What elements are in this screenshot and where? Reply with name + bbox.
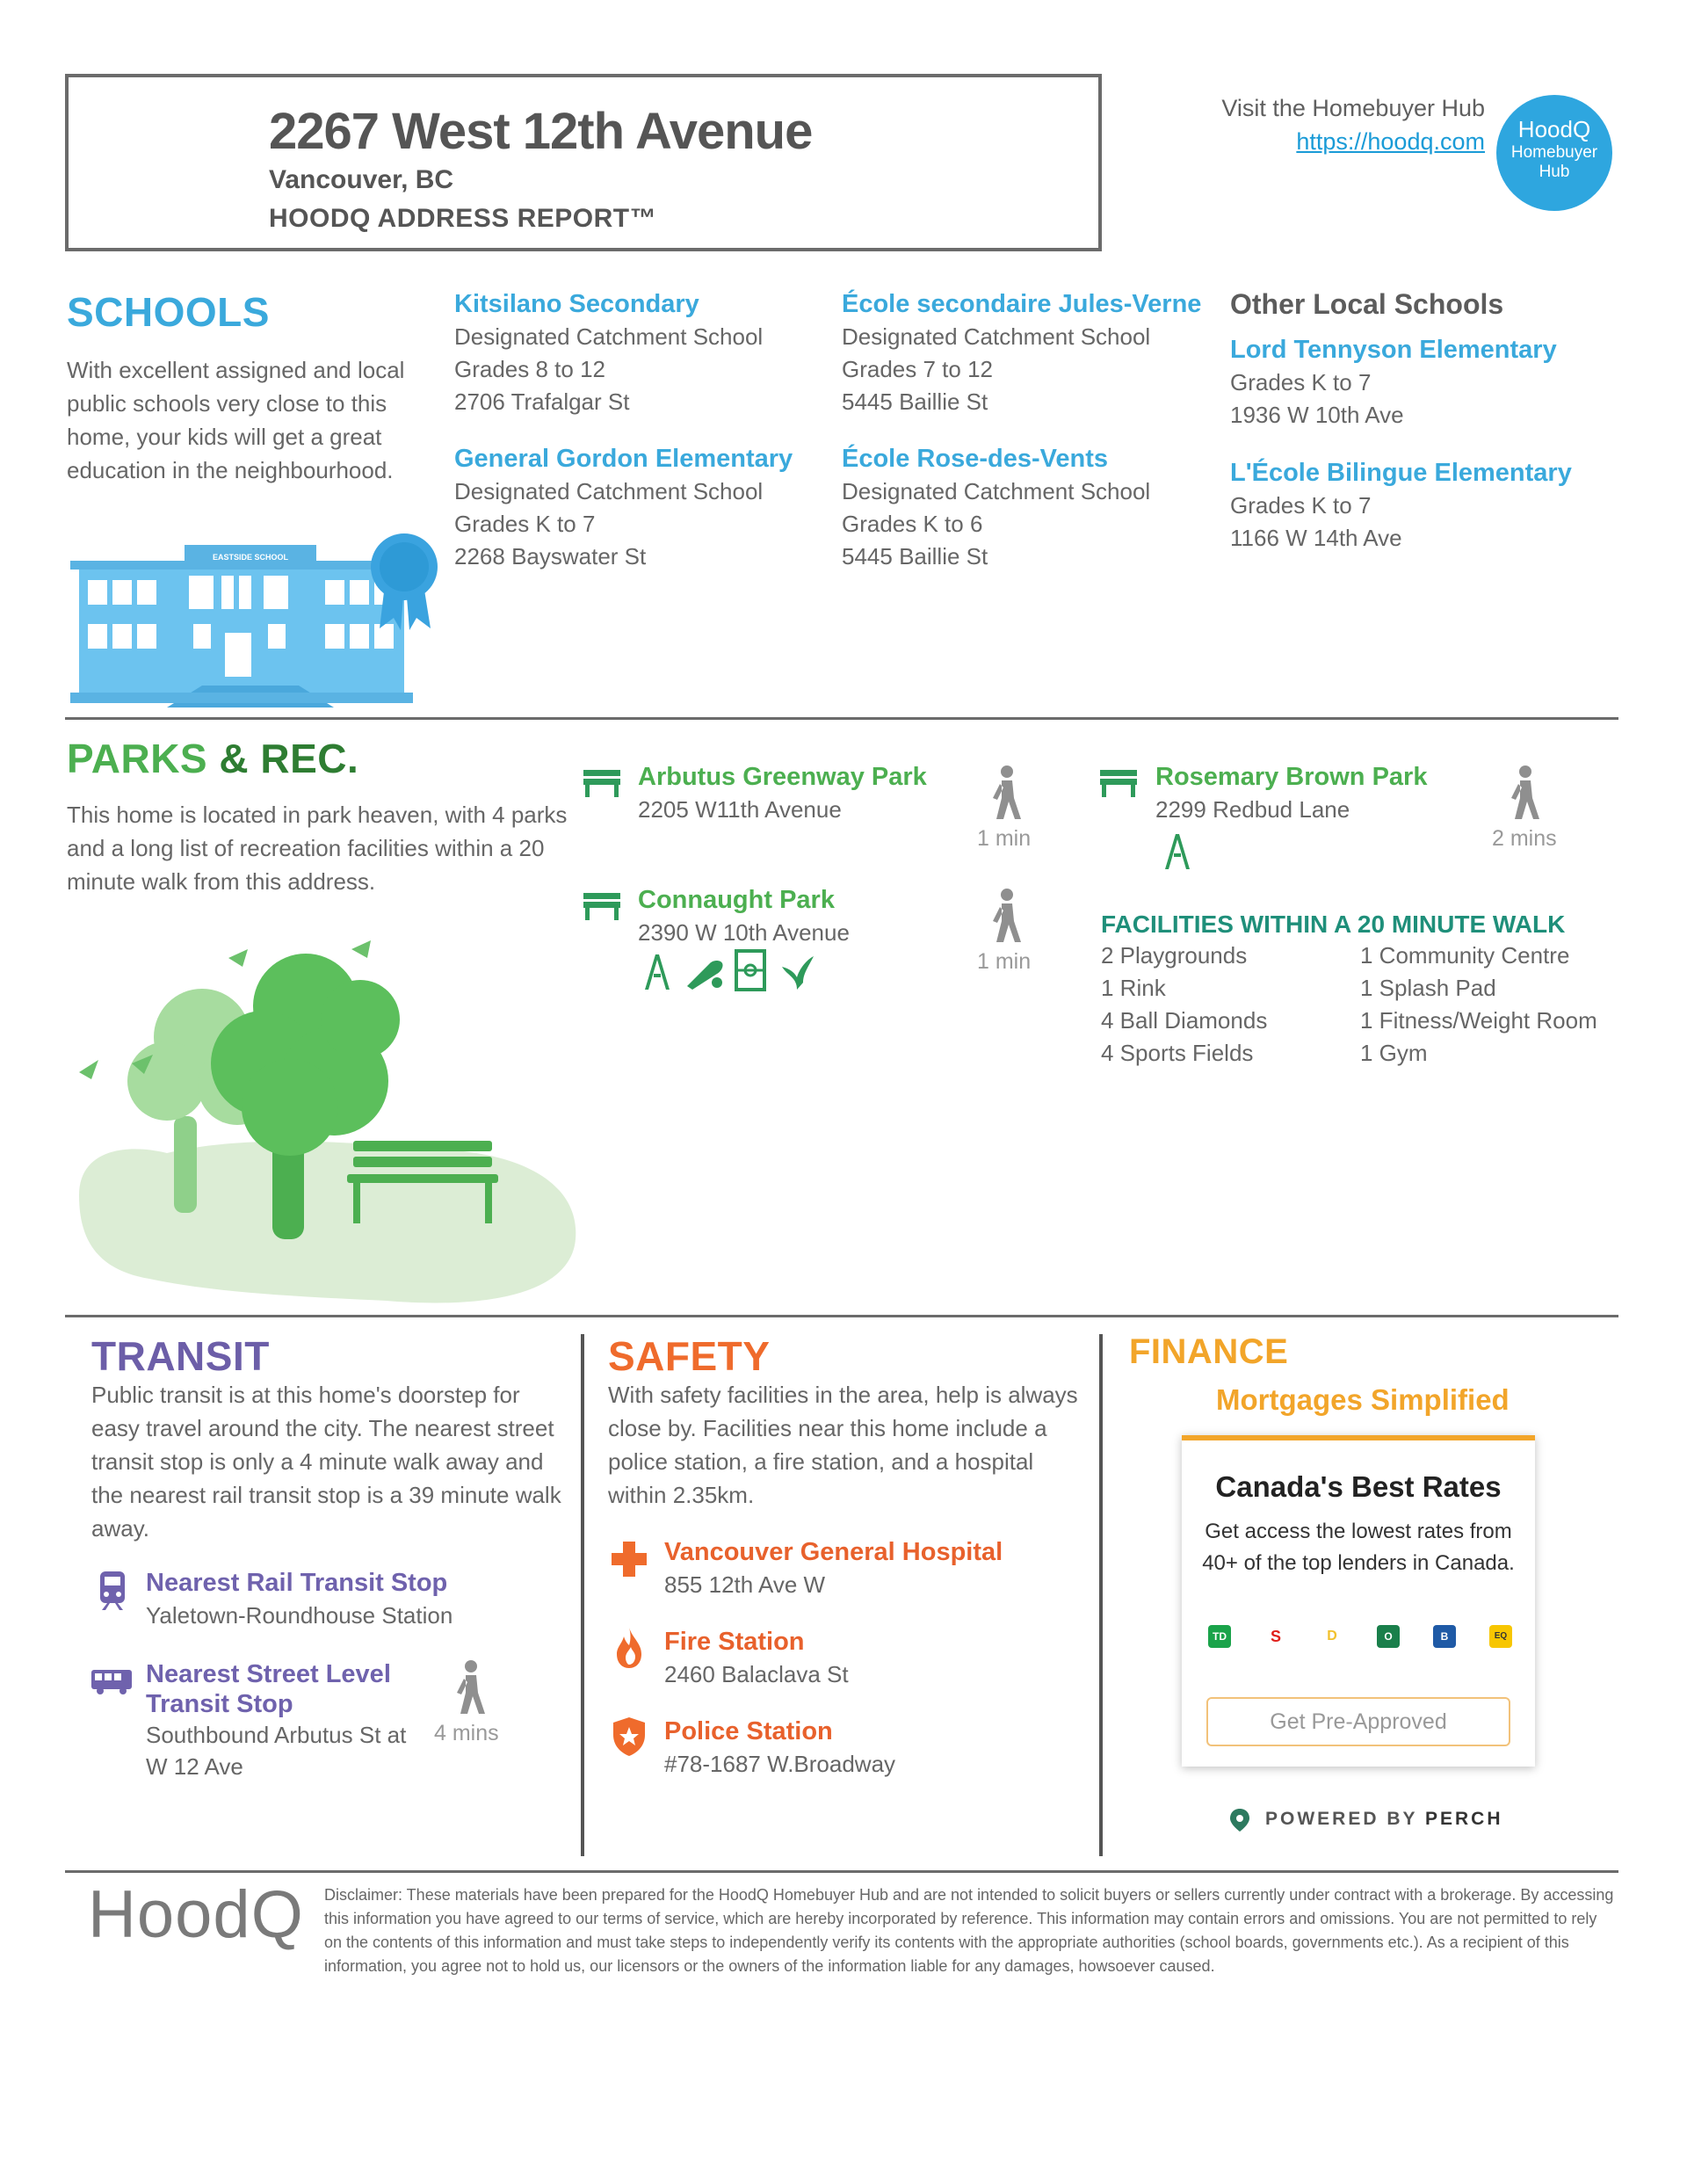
park-name[interactable]: Arbutus Greenway Park	[638, 763, 927, 791]
park-address: 2390 W 10th Avenue	[638, 919, 850, 946]
school-name[interactable]: General Gordon Elementary	[454, 445, 793, 473]
powered-by-perch[interactable]	[1265, 1809, 1502, 1830]
transit-description: Public transit is at this home's doorstep for easy travel around the city. The nearest street transit stop is only a 4 minute walk away and the nearest rail transit stop is a 39 minute walk away.	[91, 1382, 561, 1542]
park-name[interactable]: Rosemary Brown Park	[1155, 763, 1428, 791]
walk-time: 1 min	[977, 826, 1032, 851]
park-trees-bench-icon	[70, 923, 589, 1310]
street-stop-title-line1: Nearest Street Level	[146, 1660, 391, 1688]
disclaimer-text: Disclaimer: These materials have been prepared for the HoodQ Homebuyer Hub and are not intended to solicit buyers or sellers currently under contract with a brokerage. By accessing this information you have agreed to our terms of service, which are hereby incorporated by reference. This information may contain errors and omissions. You are not permitted to rely on the contents of this information and must take steps to independently verify its contents with the appropriate authorities (school boards, governments etc.). As a recipient of this information, you agree not to hold us, our licensors or the owners of the information liable for any damages, howsoever caused.	[324, 1886, 1614, 1975]
finance-subtitle: Mortgages Simplified	[1216, 1383, 1510, 1416]
street-stop-title-line2: Transit Stop	[146, 1690, 293, 1718]
address-title: 2267 West 12th Avenue	[269, 103, 813, 160]
school-building-sign: EASTSIDE SCHOOL	[212, 553, 289, 562]
section-divider	[65, 1315, 1618, 1317]
school-card-kitsilano	[454, 290, 763, 418]
school-name[interactable]: École Rose-des-Vents	[842, 445, 1108, 473]
hub-badge-sub2: Hub	[1539, 163, 1570, 181]
section-divider	[65, 1870, 1618, 1873]
lender-td-icon: TD	[1208, 1625, 1231, 1648]
safety-name[interactable]: Fire Station	[664, 1628, 805, 1656]
school-grades: Grades K to 7	[1230, 492, 1372, 519]
facility-item: 1 Rink	[1101, 975, 1166, 1001]
school-card-general-gordon	[454, 445, 793, 573]
street-stop-name-line1: Southbound Arbutus St at	[146, 1722, 407, 1748]
school-type: Designated Catchment School	[842, 478, 1151, 504]
parks-title	[67, 735, 358, 782]
school-card-ecole-bilingue	[1230, 459, 1572, 555]
powered-by-prefix: POWERED BY	[1265, 1809, 1425, 1829]
hoodq-hub-badge[interactable]	[1496, 95, 1612, 211]
school-type: Designated Catchment School	[842, 323, 1151, 350]
column-divider	[581, 1334, 584, 1856]
school-grades: Grades 8 to 12	[454, 356, 605, 382]
hoodq-logo: HoodQ	[88, 1877, 304, 1952]
map-pin-icon	[1228, 1807, 1251, 1833]
school-address: 5445 Baillie St	[842, 388, 988, 415]
sports-field-icon	[733, 949, 768, 991]
school-grades: Grades K to 7	[1230, 369, 1372, 395]
splash-pad-icon	[777, 951, 817, 991]
facility-item: 1 Fitness/Weight Room	[1360, 1007, 1597, 1034]
baseball-bat-icon	[684, 951, 726, 991]
report-label: HOODQ ADDRESS REPORT™	[269, 204, 657, 233]
best-rates-card	[1182, 1435, 1535, 1767]
facility-item: 4 Ball Diamonds	[1101, 1007, 1268, 1034]
card-title: Canada's Best Rates	[1215, 1470, 1502, 1503]
facility-item: 1 Gym	[1360, 1040, 1428, 1066]
lender-bmo-icon: B	[1433, 1625, 1456, 1648]
hub-badge-title: HoodQ	[1517, 116, 1591, 142]
lender-scotiabank-icon: S	[1264, 1625, 1287, 1648]
facility-item: 4 Sports Fields	[1101, 1040, 1254, 1066]
walk-time: 4 mins	[434, 1721, 499, 1745]
playground-swing-icon	[1160, 831, 1195, 871]
transit-title: TRANSIT	[91, 1333, 270, 1379]
bus-icon	[90, 1666, 135, 1696]
school-grades: Grades K to 6	[842, 511, 983, 537]
finance-title: FINANCE	[1129, 1332, 1289, 1371]
lender-hsbc-icon: O	[1377, 1625, 1400, 1648]
park-bench-icon	[582, 766, 622, 798]
school-address: 5445 Baillie St	[842, 543, 988, 570]
street-stop-name	[146, 1719, 406, 1782]
schools-title: SCHOOLS	[67, 289, 270, 335]
safety-address: #78-1687 W.Broadway	[664, 1751, 896, 1777]
school-name[interactable]: Lord Tennyson Elementary	[1230, 336, 1557, 364]
facilities-right-list	[1360, 940, 1597, 1070]
school-name[interactable]: L'École Bilingue Elementary	[1230, 459, 1572, 487]
rail-stop-title[interactable]: Nearest Rail Transit Stop	[146, 1569, 448, 1597]
school-address: 1936 W 10th Ave	[1230, 402, 1404, 428]
safety-address: 2460 Balaclava St	[664, 1661, 849, 1687]
facilities-title: FACILITIES WITHIN A 20 MINUTE WALK	[1101, 911, 1566, 938]
other-schools-title: Other Local Schools	[1230, 288, 1504, 320]
address-city: Vancouver, BC	[269, 165, 454, 194]
park-address: 2299 Redbud Lane	[1155, 796, 1350, 823]
walking-person-icon	[986, 765, 1025, 821]
school-address: 2706 Trafalgar St	[454, 388, 630, 415]
park-bench-icon	[582, 889, 622, 921]
school-card-rose-des-vents	[842, 445, 1150, 573]
safety-address: 855 12th Ave W	[664, 1571, 826, 1598]
address-header-box	[65, 74, 1102, 251]
schools-description: With excellent assigned and local public schools very close to this home, your kids will get a great education in the neighbourhood.	[67, 357, 405, 483]
walk-time: 1 min	[977, 949, 1032, 974]
school-name[interactable]: Kitsilano Secondary	[454, 290, 699, 318]
rail-train-icon	[95, 1570, 130, 1614]
parks-title-a: PARKS	[67, 736, 208, 781]
facility-item: 2 Playgrounds	[1101, 942, 1248, 969]
school-grades: Grades K to 7	[454, 511, 596, 537]
playground-swing-icon	[640, 951, 678, 991]
police-shield-icon	[612, 1716, 647, 1756]
school-type: Designated Catchment School	[454, 478, 764, 504]
street-stop-name-line2: W 12 Ave	[146, 1753, 243, 1780]
award-ribbon-icon	[360, 532, 439, 637]
walk-time: 2 mins	[1492, 826, 1557, 851]
school-type: Designated Catchment School	[454, 323, 764, 350]
hospital-cross-icon	[610, 1540, 648, 1578]
school-address: 2268 Bayswater St	[454, 543, 647, 570]
column-divider	[1099, 1334, 1103, 1856]
walking-person-icon	[986, 888, 1025, 944]
park-bench-icon	[1098, 766, 1139, 798]
school-card-jules-verne	[842, 290, 1201, 418]
parks-title-b: & REC.	[207, 736, 359, 781]
park-address: 2205 W11th Avenue	[638, 796, 842, 823]
walking-person-icon	[1504, 765, 1543, 821]
safety-name[interactable]: Police Station	[664, 1717, 833, 1745]
school-address: 1166 W 14th Ave	[1230, 525, 1402, 551]
safety-title: SAFETY	[608, 1333, 771, 1379]
card-body: Get access the lowest rates from 40+ of the top lenders in Canada.	[1202, 1520, 1515, 1575]
park-name[interactable]: Connaught Park	[638, 886, 835, 914]
section-divider	[65, 717, 1618, 720]
hub-visit-text: Visit the Homebuyer Hub	[1221, 95, 1485, 121]
street-stop-title[interactable]	[146, 1659, 391, 1719]
facility-item: 1 Splash Pad	[1360, 975, 1496, 1001]
hub-badge-sub1: Homebuyer	[1510, 143, 1598, 162]
school-name[interactable]: École secondaire Jules-Verne	[842, 290, 1202, 318]
get-pre-approved-button[interactable]: Get Pre-Approved	[1206, 1697, 1510, 1746]
rail-stop-name: Yaletown-Roundhouse Station	[146, 1602, 453, 1629]
lender-desjardins-icon: D	[1321, 1625, 1343, 1648]
school-grades: Grades 7 to 12	[842, 356, 993, 382]
safety-name[interactable]: Vancouver General Hospital	[664, 1538, 1003, 1566]
safety-description: With safety facilities in the area, help is always close by. Facilities near this home include a police station, a fire station, and a hospital within 2.35km.	[608, 1382, 1078, 1508]
facility-item: 1 Community Centre	[1360, 942, 1570, 969]
fire-flame-icon	[613, 1626, 645, 1670]
walking-person-icon	[450, 1659, 489, 1716]
school-card-lord-tennyson	[1230, 336, 1557, 432]
facilities-left-list	[1101, 940, 1267, 1070]
perch-brand: PERCH	[1424, 1809, 1503, 1829]
hub-link[interactable]: https://hoodq.com	[1296, 128, 1485, 155]
lender-eq-bank-icon: EQ	[1489, 1625, 1512, 1648]
parks-description: This home is located in park heaven, with 4 parks and a long list of recreation facilities within a 20 minute walk from this address.	[67, 802, 568, 895]
